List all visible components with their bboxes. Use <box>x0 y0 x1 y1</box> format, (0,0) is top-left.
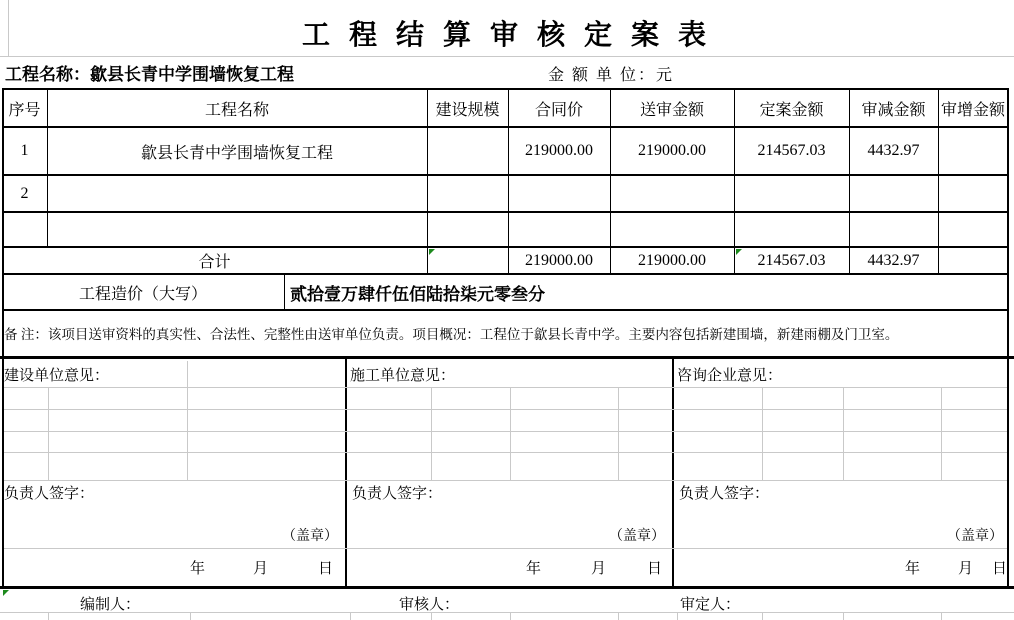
grid-line <box>510 387 511 480</box>
row3-submitted <box>610 213 734 246</box>
grid-line <box>48 387 49 480</box>
row2-submitted <box>610 176 734 211</box>
date-month-label: 月 <box>253 560 269 577</box>
row3-contract <box>508 213 610 246</box>
section-divider <box>672 358 674 587</box>
amount-unit-label: 金 额 单 位：元 <box>548 66 675 84</box>
signer-label: 负责人签字： <box>679 485 770 502</box>
grid-line <box>4 452 1007 453</box>
row2-contract <box>508 176 610 211</box>
total-contract: 219000.00 <box>525 251 593 269</box>
seal-label: （盖章） <box>282 529 338 544</box>
row1-project: 歙县长青中学围墙恢复工程 <box>140 144 333 162</box>
table-border <box>284 274 285 310</box>
row1-scale <box>427 128 508 174</box>
table-border <box>2 273 1009 275</box>
grid-line <box>677 613 678 620</box>
row1-contract: 219000.00 <box>525 142 593 159</box>
row3-seq <box>2 213 47 246</box>
row2-seq: 2 <box>20 184 29 202</box>
grid-line <box>510 613 511 620</box>
date-year-label: 年 <box>190 560 206 577</box>
col-header-submitted: 送审金额 <box>639 101 704 119</box>
row3-project <box>47 213 427 246</box>
grid-line <box>4 387 1007 388</box>
grid-line <box>187 361 188 480</box>
row3-increased <box>938 213 1008 246</box>
row2-increased <box>938 176 1008 211</box>
row1-reduced: 4432.97 <box>867 142 920 159</box>
page-title: 工 程 结 算 审 核 定 案 表 <box>301 20 712 51</box>
total-reduced: 4432.97 <box>867 251 920 269</box>
row1-increased <box>938 128 1008 174</box>
date-day-label: 日 <box>647 560 663 577</box>
col-header-scale: 建设规模 <box>435 101 500 119</box>
total-scale <box>427 248 508 273</box>
seal-label: （盖章） <box>947 529 1003 544</box>
cost-words-value: 贰拾壹万肆仟伍佰陆拾柒元零叁分 <box>290 285 545 304</box>
col-header-reduced: 审减金额 <box>861 101 926 119</box>
remark-text: 备 注：该项目送审资料的真实性、合法性、完整性由送审单位负责。项目概况：工程位于歙县长青中学。主要内容包括新建围墙，新建雨棚及门卫室。 <box>4 327 899 342</box>
signer-label: 负责人签字： <box>4 485 95 502</box>
grid-line <box>48 613 49 620</box>
cell-marker-icon <box>3 590 9 596</box>
project-name-label: 工程名称：歙县长青中学围墙恢复工程 <box>5 64 294 84</box>
grid-line <box>843 613 844 620</box>
col-header-increased: 审增金额 <box>940 101 1005 119</box>
date-month-label: 月 <box>958 560 974 577</box>
table-border-thick <box>0 586 1014 589</box>
total-increased <box>938 248 1008 273</box>
grid-line <box>431 613 432 620</box>
contractor-opinion-label: 施工单位意见： <box>350 367 456 384</box>
date-day-label: 日 <box>318 560 334 577</box>
date-month-label: 月 <box>591 560 607 577</box>
reviewer-label: 审核人： <box>399 596 460 613</box>
grid-line <box>618 387 619 480</box>
consultant-opinion-label: 咨询企业意见： <box>677 367 783 384</box>
col-header-seq: 序号 <box>8 101 41 119</box>
date-year-label: 年 <box>526 560 542 577</box>
row1-final: 214567.03 <box>757 142 826 159</box>
row1-seq: 1 <box>20 142 29 159</box>
grid-line <box>618 613 619 620</box>
cell-marker-icon <box>736 249 742 255</box>
row3-reduced <box>849 213 938 246</box>
signer-label: 负责人签字： <box>352 485 443 502</box>
owner-opinion-label: 建设单位意见： <box>4 367 110 384</box>
grid-line <box>0 612 1014 613</box>
row3-scale <box>427 213 508 246</box>
grid-line <box>4 480 1007 481</box>
date-year-label: 年 <box>905 560 921 577</box>
row2-reduced <box>849 176 938 211</box>
row2-final <box>734 176 849 211</box>
grid-line <box>843 387 844 480</box>
date-day-label: 日 <box>992 560 1008 577</box>
total-label: 合计 <box>198 254 231 271</box>
col-header-contract: 合同价 <box>534 101 583 119</box>
preparer-label: 编制人： <box>80 596 141 613</box>
grid-line <box>4 548 1007 549</box>
col-header-final: 定案金额 <box>759 101 824 119</box>
grid-line <box>762 613 763 620</box>
approver-label: 审定人： <box>680 596 741 613</box>
total-submitted: 219000.00 <box>638 251 706 269</box>
table-border-thick <box>0 356 1014 359</box>
section-divider <box>345 358 347 587</box>
grid-line <box>350 613 351 620</box>
grid-line <box>190 613 191 620</box>
grid-line <box>4 409 1007 410</box>
cost-words-label: 工程造价（大写） <box>78 286 207 303</box>
grid-line <box>4 431 1007 432</box>
total-final: 214567.03 <box>757 251 826 269</box>
row2-project <box>47 176 427 211</box>
seal-label: （盖章） <box>609 529 665 544</box>
cell-marker-icon <box>429 249 435 255</box>
grid-line <box>941 387 942 480</box>
row3-final <box>734 213 849 246</box>
grid-line <box>0 56 1014 57</box>
row2-scale <box>427 176 508 211</box>
grid-line <box>431 387 432 480</box>
grid-line <box>762 387 763 480</box>
grid-line <box>941 613 942 620</box>
row1-submitted: 219000.00 <box>638 142 706 159</box>
col-header-project: 工程名称 <box>204 101 269 119</box>
